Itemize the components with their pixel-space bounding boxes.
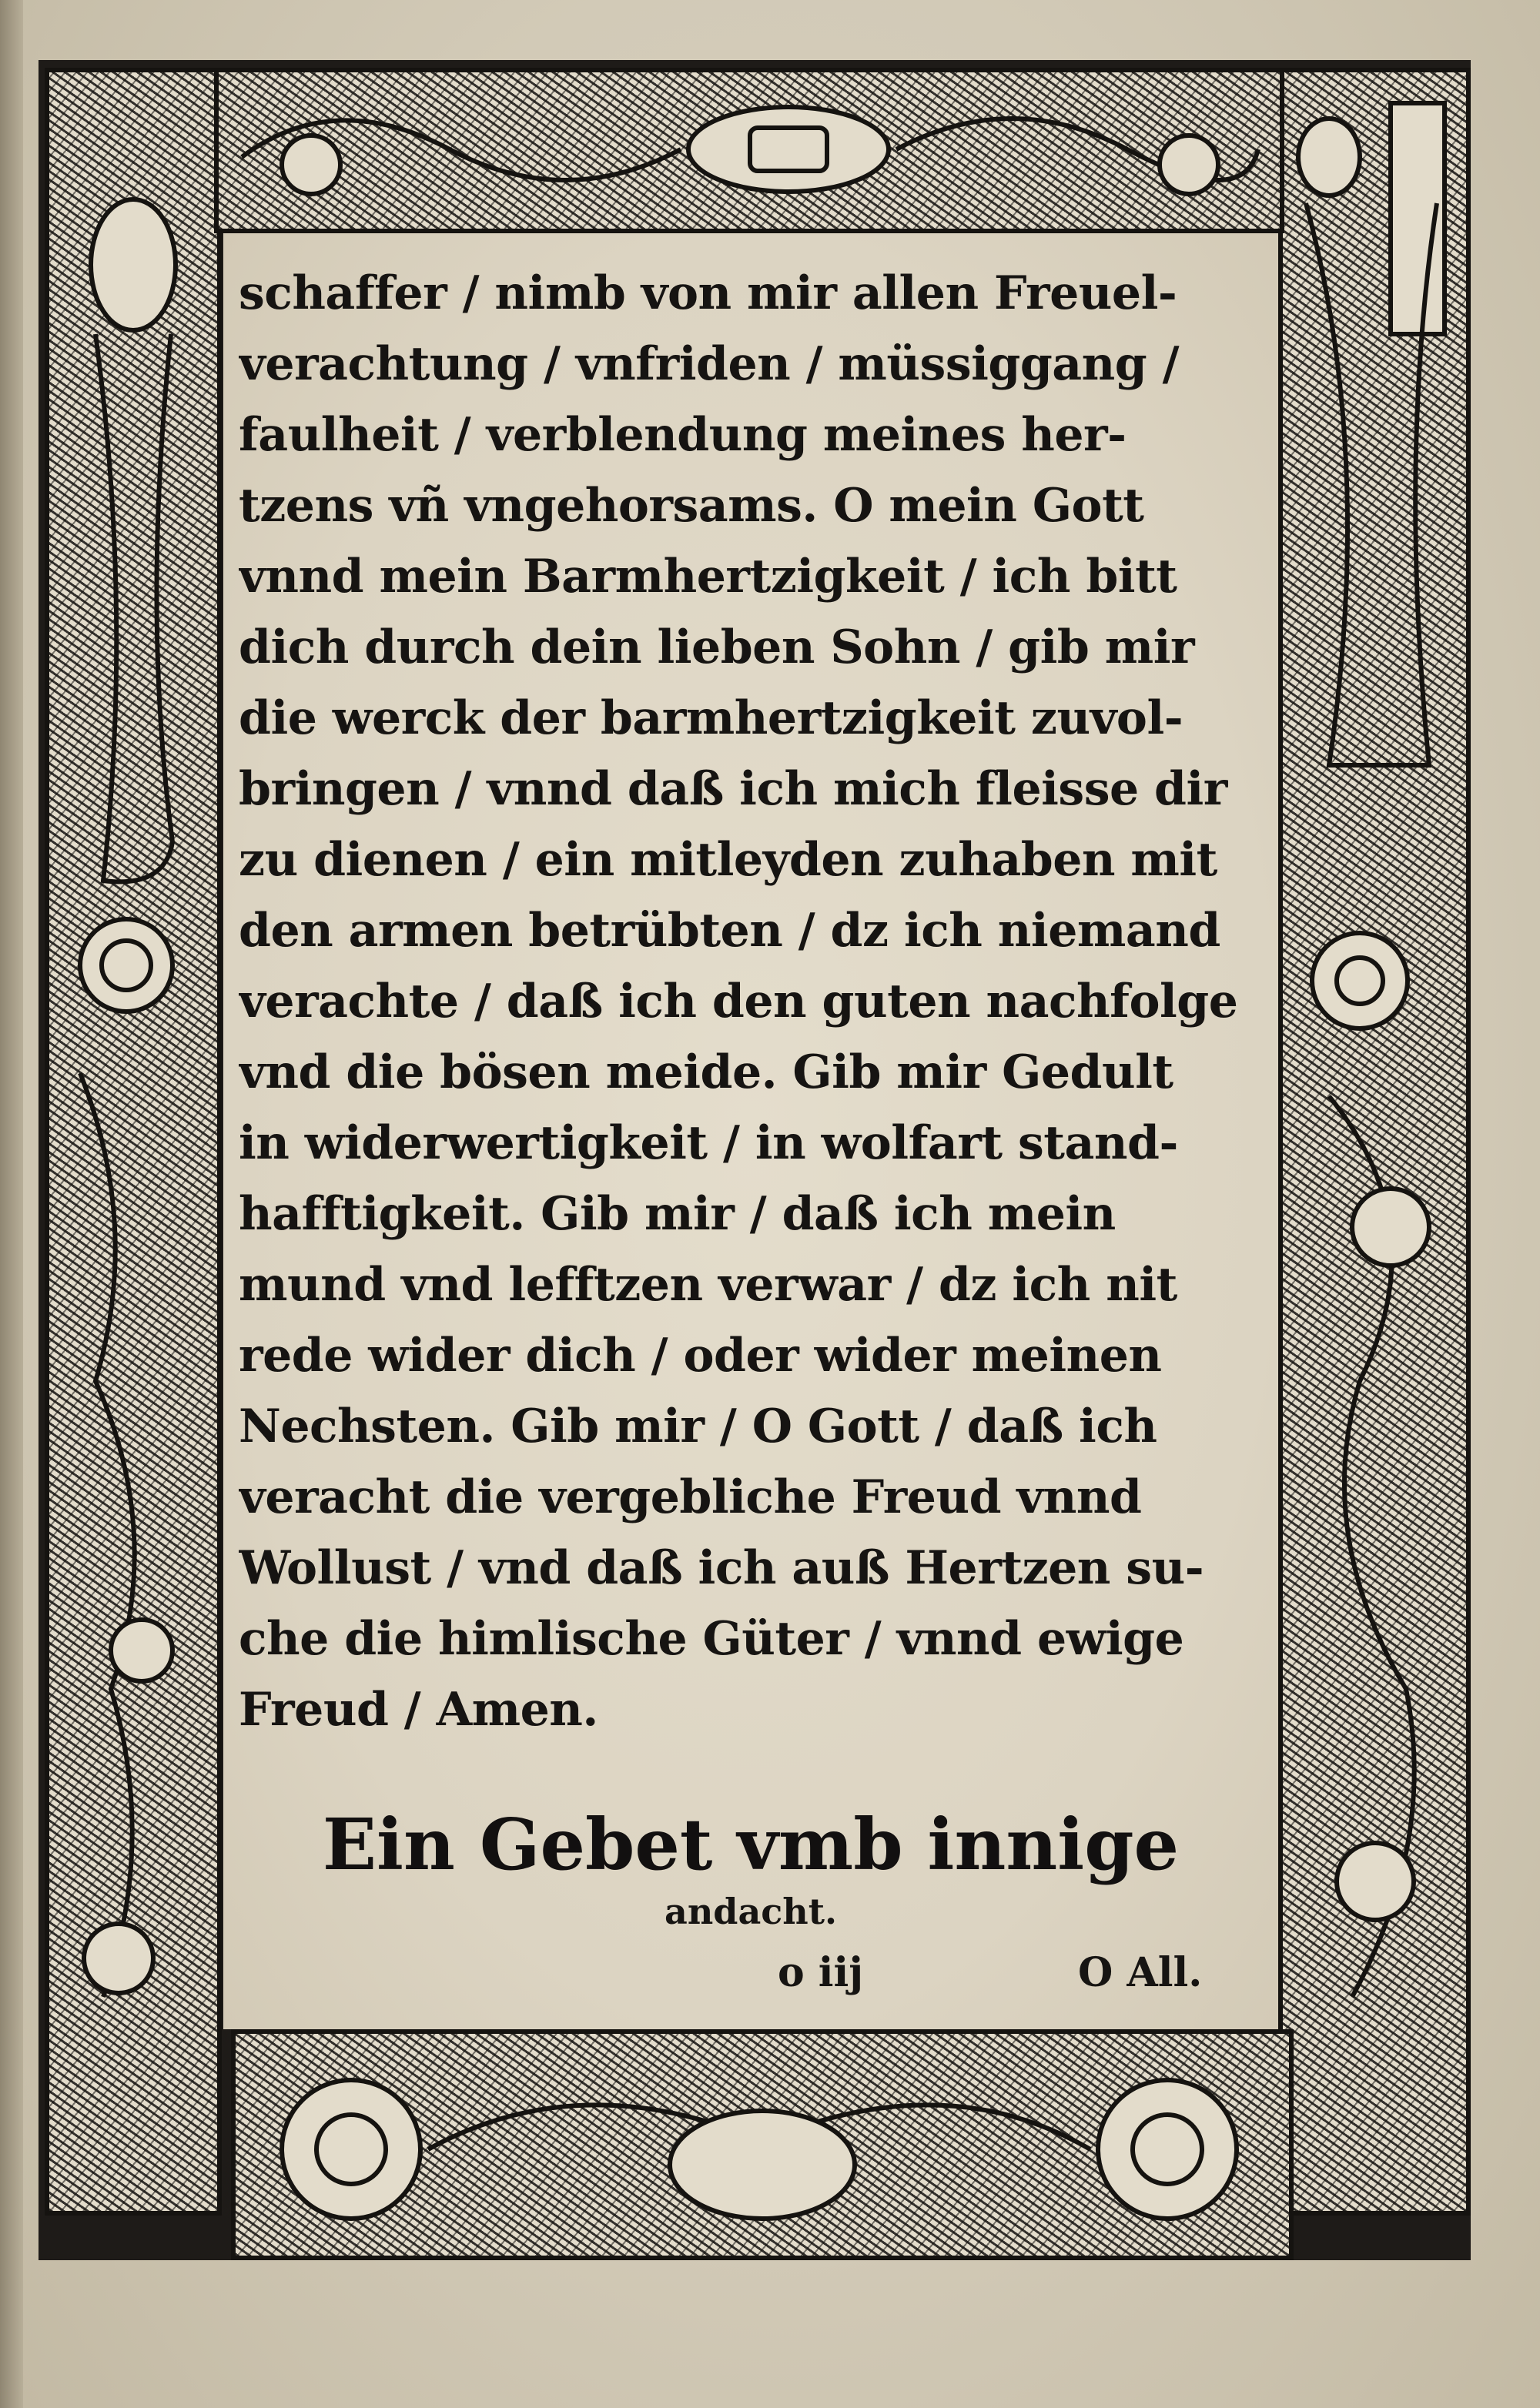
text-line: mund vnd lefftzen verwar / dz ich nit xyxy=(239,1258,1177,1312)
text-line: bringen / vnnd daß ich mich fleisse dir xyxy=(239,762,1227,816)
text-block xyxy=(223,233,1278,2029)
text-line: in widerwertigkeit / in wolfart stand- xyxy=(239,1116,1178,1170)
section-heading-continuation: andacht. xyxy=(665,1891,837,1932)
catchword: O All. xyxy=(1078,1949,1203,1996)
text-line: tzens vñ vngehorsams. O mein Gott xyxy=(239,479,1144,533)
text-line: schaffer / nimb von mir allen Freuel- xyxy=(239,266,1177,320)
text-line: die werck der barmhertzigkeit zuvol- xyxy=(239,691,1183,745)
bottom-border-ornament xyxy=(236,2034,1289,2256)
text-line: che die himlische Güter / vnnd ewige xyxy=(239,1612,1184,1666)
text-line: faulheit / verblendung meines her- xyxy=(239,408,1127,462)
signature-mark: o iij xyxy=(778,1949,864,1996)
text-line: vnd die bösen meide. Gib mir Gedult xyxy=(239,1045,1173,1099)
text-line: dich durch dein lieben Sohn / gib mir xyxy=(239,620,1195,674)
text-line: Freud / Amen. xyxy=(239,1683,598,1737)
text-line: Nechsten. Gib mir / O Gott / daß ich xyxy=(239,1400,1157,1453)
text-line: den armen betrübten / dz ich niemand xyxy=(239,904,1220,958)
text-line: verachtung / vnfriden / müssiggang / xyxy=(239,337,1180,391)
text-line: verachte / daß ich den guten nachfolge xyxy=(239,975,1238,1028)
top-woodcut-border xyxy=(214,68,1284,233)
top-border-ornament xyxy=(219,72,1280,229)
right-woodcut-border xyxy=(1278,68,1471,2216)
bottom-woodcut-border xyxy=(231,2029,1294,2260)
text-line: zu dienen / ein mitleyden zuhaben mit xyxy=(239,833,1217,887)
text-line: Wollust / vnd daß ich auß Hertzen su- xyxy=(239,1541,1204,1595)
text-line: rede wider dich / oder wider meinen xyxy=(239,1329,1162,1383)
section-heading: Ein Gebet vmb innige xyxy=(322,1803,1180,1886)
text-line: hafftigkeit. Gib mir / daß ich mein xyxy=(239,1187,1116,1241)
left-border-ornament xyxy=(49,72,217,2211)
left-woodcut-border xyxy=(45,68,222,2216)
text-line: veracht die vergebliche Freud vnnd xyxy=(239,1470,1142,1524)
right-border-ornament xyxy=(1283,72,1466,2211)
prayer-text xyxy=(239,258,1263,1745)
text-line: vnnd mein Barmhertzigkeit / ich bitt xyxy=(239,550,1177,604)
